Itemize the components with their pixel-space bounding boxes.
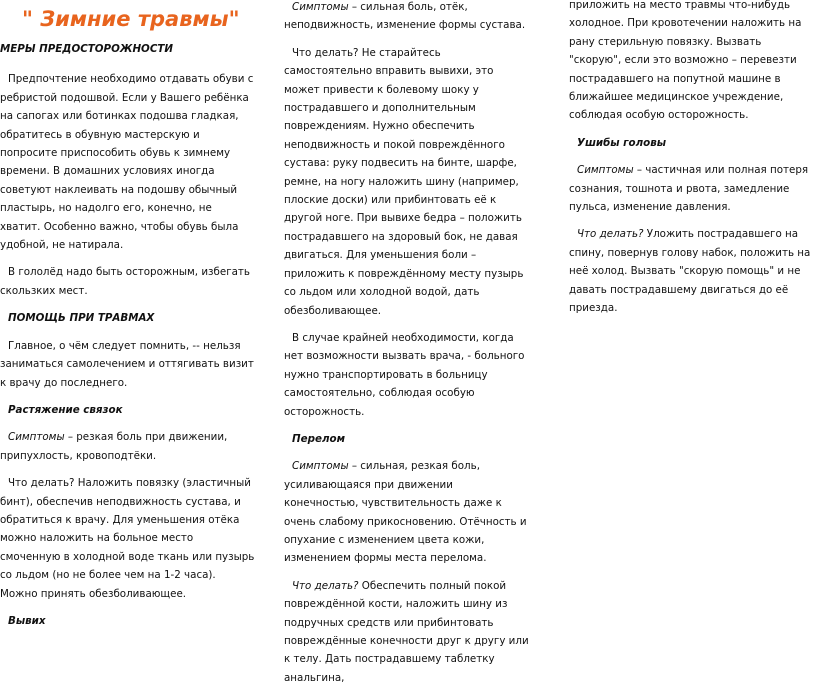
dislocation-symptoms-text: – сильная боль, отёк, неподвижность, изменение формы сустава. [284,1,526,32]
fracture-symptoms-text: – сильная, резкая боль, усиливающаяся при движении конечностью, чувствительность даже к очень слабому прикосновению. Отёчность и опухание с изменением цвета кожи, изменением формы места перелома. [284,460,527,565]
column-3 [569,0,814,318]
fracture-todo-label: Что делать? [292,579,359,592]
paragraph-sprain-symptoms [0,428,255,465]
column-2 [284,0,529,687]
head-symptoms-text: – частичная или полная потеря сознания, тошнота и рвота, замедление пульса, изменение давления. [569,164,809,214]
heading-precautions: МЕРЫ ПРЕДОСТОРОЖНОСТИ [0,43,174,55]
paragraph-dislocation-todo: Что делать? Не старайтесь самостоятельно вправить вывихи, это может привести к болевому шоку у пострадавшего и дополнительным повреждениям. Нужно обеспечить неподвижность и покой повреждённого сустава: руку подвесить на бинте, шарфе, ремне, на ногу наложить шину (например, плоские доски) или прибинтовать её к другой ноге. При вывихе бедра – положить пострадавшего на здоровый бок, не давая двигаться. Для уменьшения боли – приложить к повреждённому месту пузырь со льдом или холодной водой, дать обезболивающее. [284,46,524,317]
heading-dislocation: Вывих [8,614,46,627]
head-symptoms-label: Симптомы [577,164,634,177]
paragraph-ice: В гололёд надо быть осторожным, избегать скользких мест. [0,266,250,297]
paragraph-fracture-todo [284,577,529,687]
head-todo-text: Уложить пострадавшего на спину, повернув голову набок, положить на неё холод. Вызвать "скорую помощь" и не давать пострадавшему двигаться до её приезда. [569,228,811,315]
paragraph-main-rule: Главное, о чём следует помнить, -- нельзя заниматься самолечением и оттягивать визит к врачу до последнего. [0,339,254,389]
paragraph-fracture-continued: приложить на место травмы что-нибудь холодное. При кровотечении наложить на рану стерильную повязку. Вызвать "скорую", если это возможно – перевезти пострадавшего на попутной машине в ближайшее медицинское учреждение, соблюдая особую осторожность. [569,0,802,122]
heading-fracture: Перелом [292,432,345,445]
page-title: " Зимние травмы" [22,7,240,31]
heading-help: ПОМОЩЬ ПРИ ТРАВМАХ [8,312,155,325]
head-todo-label: Что делать? [577,228,644,241]
paragraph-head-symptoms [569,161,814,216]
heading-head-injury: Ушибы головы [577,136,667,149]
paragraph-dislocation-symptoms [284,0,529,35]
column-1 [0,0,255,630]
paragraph-dislocation-emergency: В случае крайней необходимости, когда нет возможности вызвать врача, - больного нужно транспортировать в больницу самостоятельно, соблюдая особую осторожность. [284,331,525,418]
paragraph-sprain-todo: Что делать? Наложить повязку (эластичный бинт), обеспечив неподвижность сустава, и обратиться к врачу. Для уменьшения отёка можно наложить на больное место смоченную в холодной воде ткань или пузырь со льдом (но не более чем на 1-2 часа). Можно принять обезболивающее. [0,477,255,600]
paragraph-shoes: Предпочтение необходимо отдавать обуви с ребристой подошвой. Если у Вашего ребёнка на сапогах или ботинках подошва гладкая, обратитесь в обувную мастерскую и попросите приспособить обувь к зимнему времени. В домашних условиях иногда советуют наклеивать на подошву обычный пластырь, но надолго его, конечно, не хватит. Особенно важно, чтобы обувь была удобной, не натирала. [0,73,254,252]
paragraph-head-todo [569,225,814,317]
sprain-symptoms-text: – резкая боль при движении, припухлость, кровоподтёки. [0,431,228,462]
fracture-todo-text: Обеспечить полный покой повреждённой кости, наложить шину из подручных средств или прибинтовать повреждённые конечности друг к другу или к телу. Дать пострадавшему таблетку анальгина, [284,579,529,684]
paragraph-fracture-symptoms [284,457,529,567]
sprain-symptoms-label: Симптомы [8,431,65,444]
dislocation-symptoms-label: Симптомы [292,1,349,13]
fracture-symptoms-label: Симптомы [292,460,349,473]
heading-sprain: Растяжение связок [8,403,123,416]
